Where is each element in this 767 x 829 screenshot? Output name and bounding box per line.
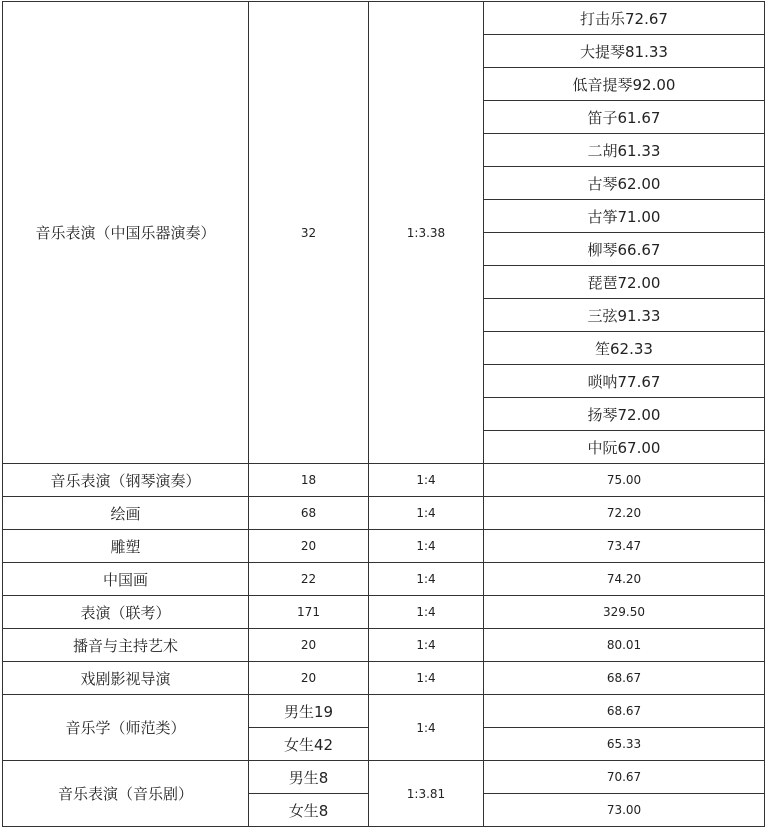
score-cell: 68.67 xyxy=(484,662,765,695)
table-row xyxy=(3,662,765,695)
enrollment-count-cell: 22 xyxy=(249,563,369,596)
ratio-cell: 1:4 xyxy=(369,695,484,761)
instrument-score-cell: 笙62.33 xyxy=(484,332,765,365)
instrument-score-cell: 大提琴81.33 xyxy=(484,35,765,68)
score-cell: 72.20 xyxy=(484,497,765,530)
major-cell: 音乐表演（音乐剧） xyxy=(3,761,249,827)
ratio-cell: 1:4 xyxy=(369,563,484,596)
major-cell: 播音与主持艺术 xyxy=(3,629,249,662)
enrollment-count-cell: 18 xyxy=(249,464,369,497)
male-score-cell: 68.67 xyxy=(484,695,765,728)
instrument-score-cell: 古琴62.00 xyxy=(484,167,765,200)
table-row xyxy=(3,695,765,728)
major-cell: 雕塑 xyxy=(3,530,249,563)
ratio-cell: 1:4 xyxy=(369,497,484,530)
enrollment-count-cell: 20 xyxy=(249,629,369,662)
instrument-score-cell: 二胡61.33 xyxy=(484,134,765,167)
table-row xyxy=(3,563,765,596)
table-row xyxy=(3,596,765,629)
male-count-cell: 男生19 xyxy=(249,695,369,728)
score-cell: 73.47 xyxy=(484,530,765,563)
instrument-score-cell: 打击乐72.67 xyxy=(484,2,765,35)
ratio-cell: 1:4 xyxy=(369,530,484,563)
table-row xyxy=(3,761,765,794)
ratio-cell: 1:3.38 xyxy=(369,2,484,464)
female-score-cell: 73.00 xyxy=(484,794,765,827)
score-cell: 80.01 xyxy=(484,629,765,662)
major-cell: 音乐表演（钢琴演奏） xyxy=(3,464,249,497)
table-row xyxy=(3,497,765,530)
enrollment-count-cell: 20 xyxy=(249,530,369,563)
enrollment-count-cell: 171 xyxy=(249,596,369,629)
table-row xyxy=(3,464,765,497)
table-row xyxy=(3,629,765,662)
score-cell: 329.50 xyxy=(484,596,765,629)
major-cell: 音乐表演（中国乐器演奏） xyxy=(3,2,249,464)
ratio-cell: 1:4 xyxy=(369,662,484,695)
ratio-cell: 1:4 xyxy=(369,596,484,629)
table-row xyxy=(3,530,765,563)
instrument-score-cell: 扬琴72.00 xyxy=(484,398,765,431)
instrument-score-cell: 柳琴66.67 xyxy=(484,233,765,266)
major-cell: 音乐学（师范类） xyxy=(3,695,249,761)
instrument-score-cell: 笛子61.67 xyxy=(484,101,765,134)
instrument-score-cell: 低音提琴92.00 xyxy=(484,68,765,101)
admission-score-table xyxy=(2,1,765,827)
table-row xyxy=(3,2,765,35)
score-cell: 75.00 xyxy=(484,464,765,497)
instrument-score-cell: 三弦91.33 xyxy=(484,299,765,332)
male-score-cell: 70.67 xyxy=(484,761,765,794)
ratio-cell: 1:3.81 xyxy=(369,761,484,827)
instrument-score-cell: 中阮67.00 xyxy=(484,431,765,464)
enrollment-count-cell: 32 xyxy=(249,2,369,464)
instrument-score-cell: 古筝71.00 xyxy=(484,200,765,233)
enrollment-count-cell: 20 xyxy=(249,662,369,695)
instrument-score-cell: 唢呐77.67 xyxy=(484,365,765,398)
ratio-cell: 1:4 xyxy=(369,629,484,662)
enrollment-count-cell: 68 xyxy=(249,497,369,530)
female-count-cell: 女生42 xyxy=(249,728,369,761)
major-cell: 中国画 xyxy=(3,563,249,596)
female-score-cell: 65.33 xyxy=(484,728,765,761)
instrument-score-cell: 琵琶72.00 xyxy=(484,266,765,299)
male-count-cell: 男生8 xyxy=(249,761,369,794)
major-cell: 绘画 xyxy=(3,497,249,530)
female-count-cell: 女生8 xyxy=(249,794,369,827)
major-cell: 戏剧影视导演 xyxy=(3,662,249,695)
major-cell: 表演（联考） xyxy=(3,596,249,629)
score-cell: 74.20 xyxy=(484,563,765,596)
ratio-cell: 1:4 xyxy=(369,464,484,497)
